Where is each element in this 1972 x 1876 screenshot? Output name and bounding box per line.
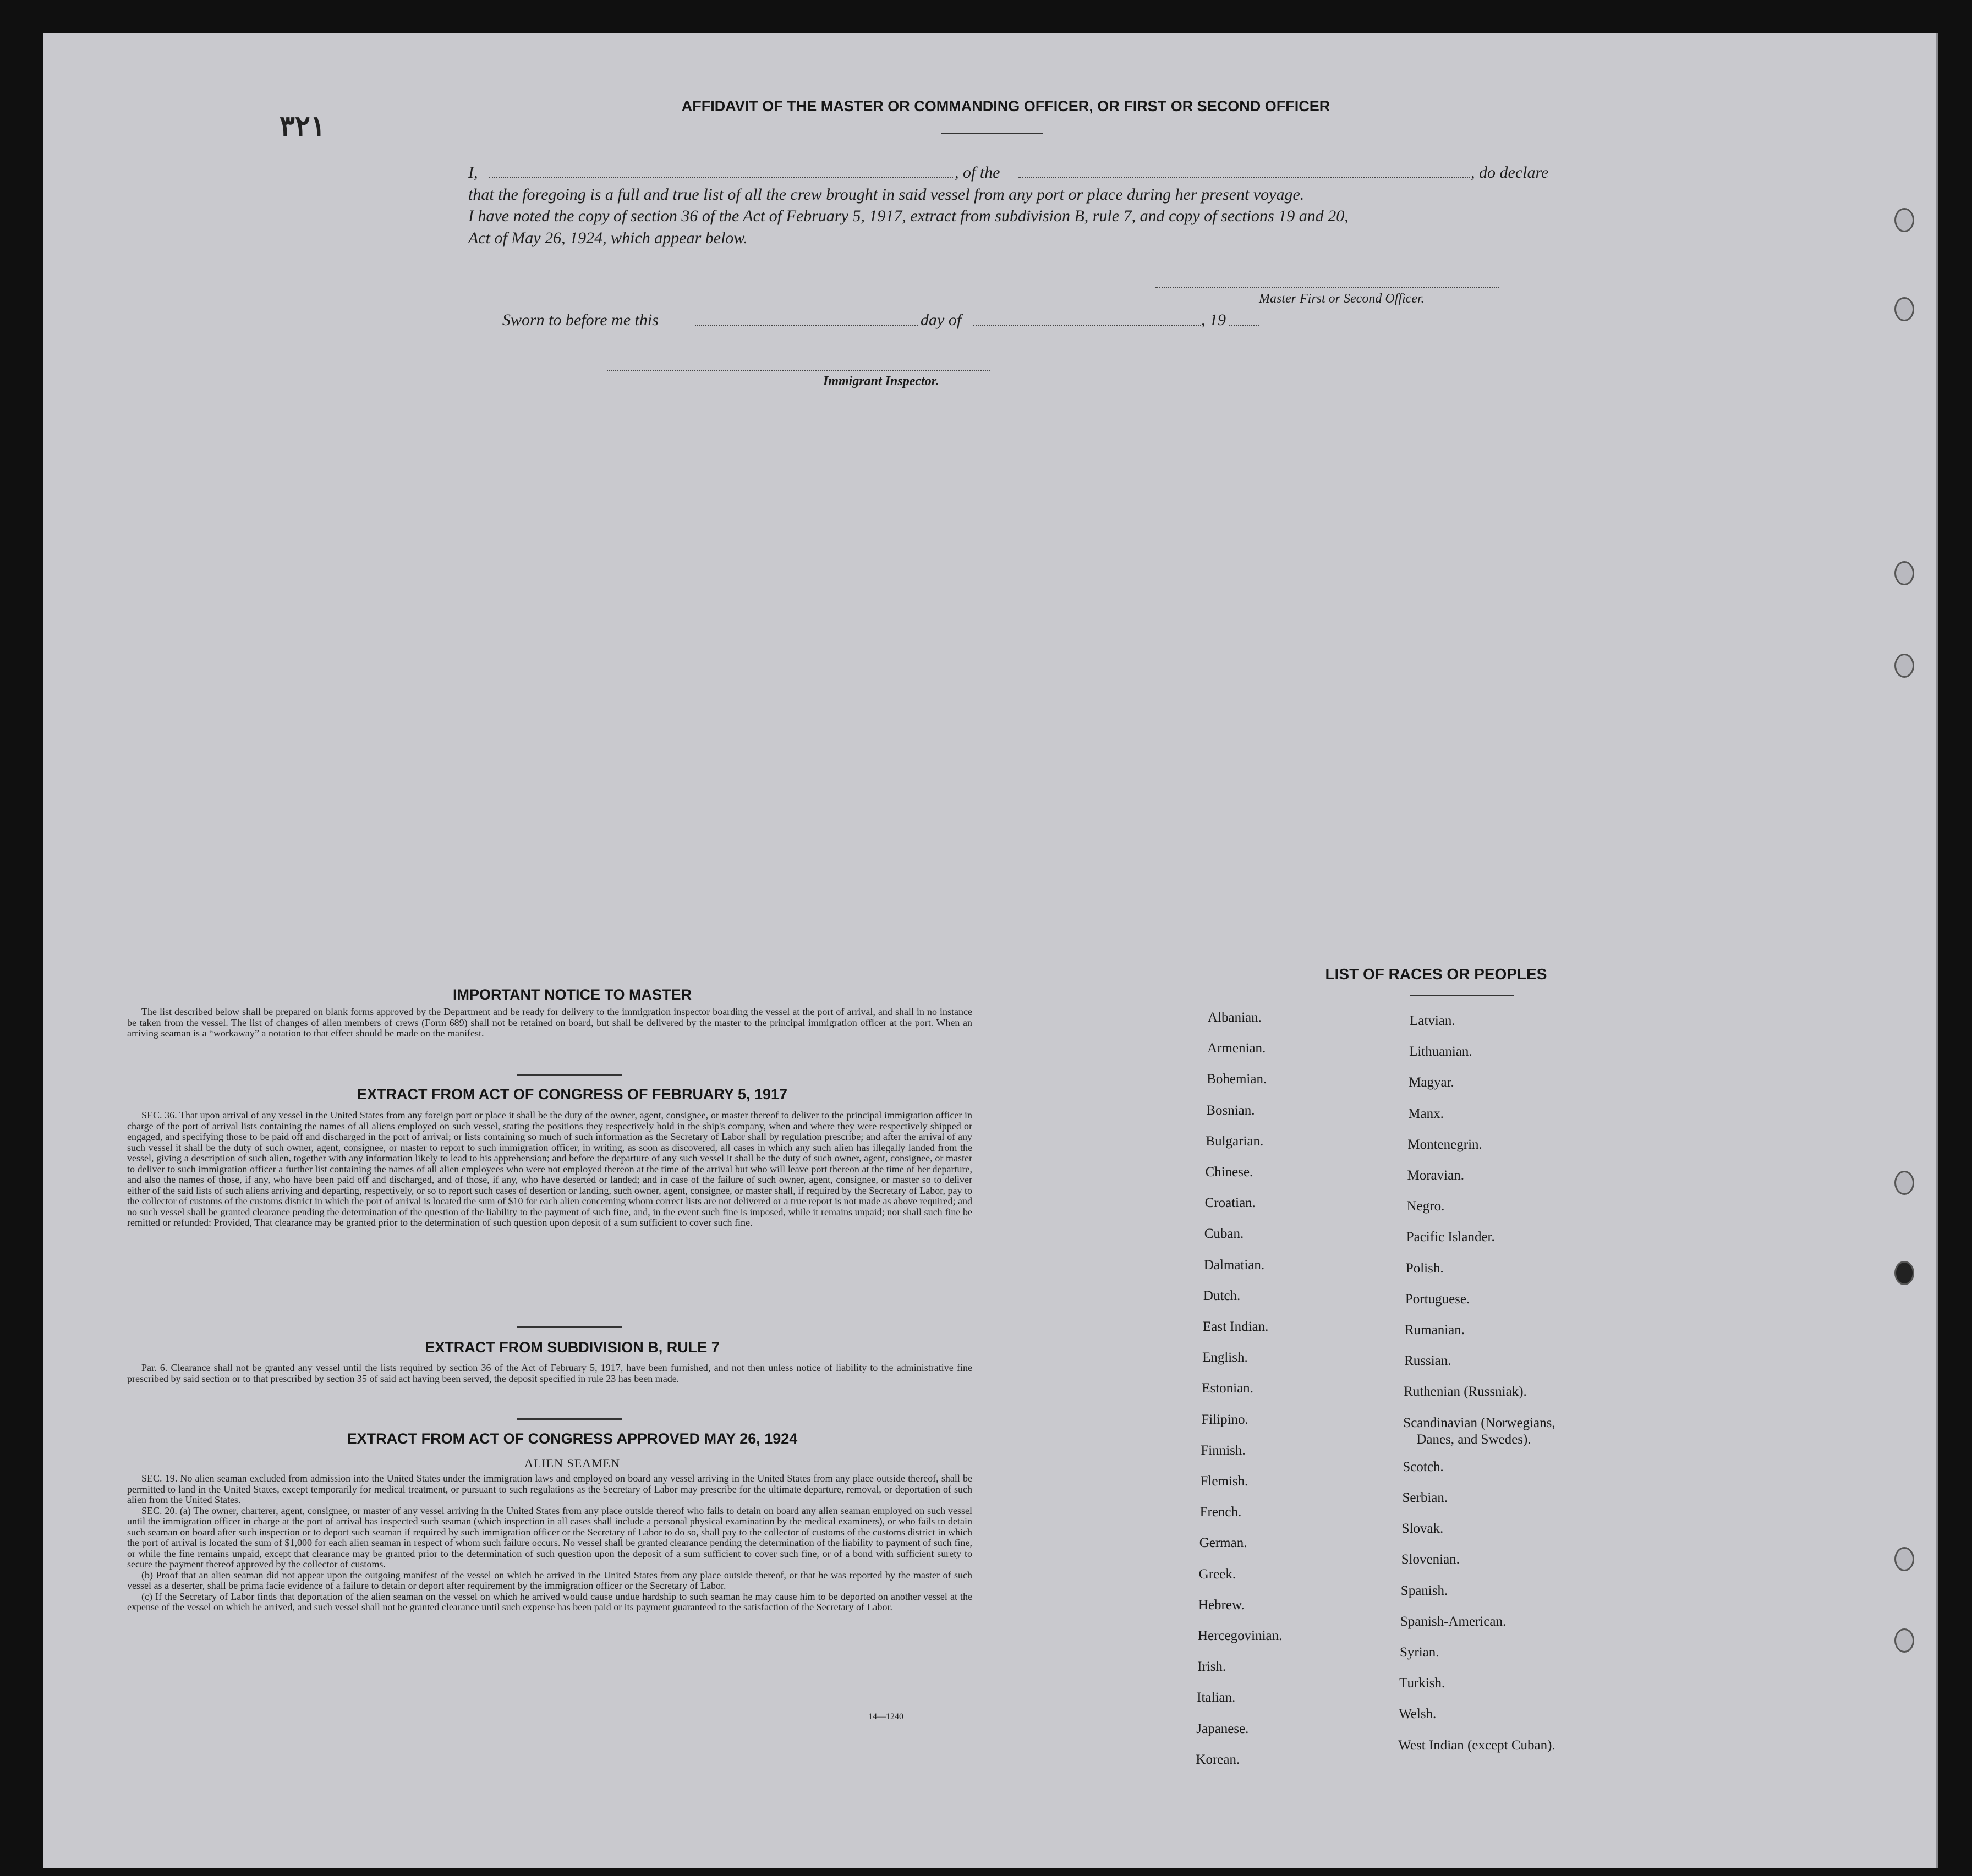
race-item-right: West Indian (except Cuban).	[1398, 1737, 1555, 1753]
extract-1924-sec20c: (c) If the Secretary of Labor finds that deportation of the alien seaman on the vessel on which he arrived would cause undue hardship to such seaman he may cause him to be deported on another vessel at the expense of the vessel on which he arrived, and such vessel shall not be granted clearance until such expense has been paid or its payment guaranteed to the satisfaction of the Secretary of Labor.	[127, 1590, 972, 1612]
affidavit-line1	[468, 163, 1565, 183]
race-item-right: Lithuanian.	[1409, 1044, 1472, 1060]
race-item-left: German.	[1199, 1535, 1247, 1551]
race-item-right: Rumanian.	[1405, 1323, 1465, 1337]
race-item-left: Japanese.	[1196, 1721, 1249, 1736]
race-item-left: Estonian.	[1202, 1381, 1253, 1396]
extract-rule7-title: EXTRACT FROM SUBDIVISION B, RULE 7	[425, 1339, 720, 1356]
race-item-left: Bohemian.	[1207, 1072, 1267, 1087]
affidavit-line4: Act of May 26, 1924, which appear below.	[468, 229, 748, 247]
extract-rule7-text-block	[127, 1363, 972, 1384]
races-title: LIST OF RACES OR PEOPLES	[1325, 966, 1547, 983]
race-item-right: Magyar.	[1409, 1075, 1454, 1090]
race-item-right: Portuguese.	[1405, 1291, 1470, 1307]
inspector-signature-field[interactable]	[607, 370, 990, 371]
race-item-left: Hebrew.	[1198, 1597, 1245, 1612]
extract-1917-title: EXTRACT FROM ACT OF CONGRESS OF FEBRUARY 5, 1917	[357, 1086, 788, 1102]
extract-1924-text-block	[127, 1473, 972, 1613]
race-item-right: Welsh.	[1399, 1707, 1437, 1722]
race-item-left: Finnish.	[1201, 1442, 1246, 1458]
affidavit-do-declare-label: , do declare	[1471, 163, 1549, 182]
race-item-left: Cuban.	[1204, 1226, 1244, 1242]
affidavit-title: AFFIDAVIT OF THE MASTER OR COMMANDING OFFICER, OR FIRST OR SECOND OFFICER	[681, 98, 1330, 114]
race-item-right: Slovenian.	[1401, 1552, 1460, 1567]
extract-rule7-text: Par. 6. Clearance shall not be granted any vessel until the lists required by section 36 of the Act of February 5, 1917, have been furnished, and not then unless notice of liability to the administrative fine prescribed by said section or to that prescribed by section 35 of said act having been served, the deposit specified in rule 23 has been made.	[127, 1362, 972, 1384]
race-item-left: East Indian.	[1203, 1319, 1269, 1334]
sworn-line	[502, 311, 1328, 333]
affidavit-line3: I have noted the copy of section 36 of the Act of February 5, 1917, extract from subdivision B, rule 7, and copy of sections 19 and 20,	[468, 207, 1349, 225]
extract-1924-sec19: SEC. 19. No alien seaman excluded from admission into the United States under the immigration laws and employed on board any vessel arriving in the United States from any place outside thereof, shall be permitted to land in the United States, except temporarily for medical treatment, or pursuant to such regulations as the Secretary of Labor may prescribe for the ultimate departure, removal, or deportation of such alien from the United States.	[127, 1473, 972, 1505]
race-item-right: Slovak.	[1401, 1521, 1444, 1537]
race-item-left: Bulgarian.	[1206, 1133, 1264, 1149]
binder-hole	[1894, 1547, 1914, 1571]
sworn-prefix: Sworn to before me this	[502, 311, 659, 329]
sworn-year-label: , 19	[1201, 311, 1226, 329]
officer-signature-field[interactable]	[1155, 287, 1499, 288]
race-item-left: Irish.	[1197, 1659, 1226, 1675]
race-item-right: Syrian.	[1400, 1645, 1439, 1660]
extract-1924-subtitle: ALIEN SEAMEN	[524, 1456, 620, 1470]
race-item-left: Armenian.	[1207, 1041, 1266, 1056]
affidavit-line2: that the foregoing is a full and true list of all the crew brought in said vessel from any port or place during her present voyage.	[468, 185, 1305, 204]
race-item-right: Spanish-American.	[1400, 1614, 1507, 1629]
race-item-left: French.	[1199, 1505, 1242, 1520]
notice-title: IMPORTANT NOTICE TO MASTER	[453, 986, 692, 1003]
affidavit-title-rule	[941, 133, 1043, 134]
inspector-caption: Immigrant Inspector.	[823, 374, 939, 388]
race-item-right: Latvian.	[1410, 1013, 1455, 1028]
race-item-right: Moravian.	[1407, 1168, 1464, 1183]
binder-hole	[1894, 561, 1914, 585]
race-item-left: Flemish.	[1200, 1474, 1248, 1489]
race-item-left: Albanian.	[1208, 1010, 1262, 1025]
race-item-right: Ruthenian (Russniak).	[1404, 1384, 1527, 1400]
notice-text-block	[127, 1007, 972, 1039]
race-item-right: Spanish.	[1400, 1583, 1448, 1598]
race-item-right: Pacific Islander.	[1406, 1230, 1495, 1245]
race-item-right: Manx.	[1408, 1106, 1444, 1121]
race-item-left: Italian.	[1197, 1690, 1236, 1705]
binder-hole	[1894, 1261, 1914, 1285]
form-number: 14—1240	[868, 1712, 903, 1721]
race-item-left: Hercegovinian.	[1198, 1628, 1283, 1643]
document-page	[43, 33, 1938, 1868]
race-item-left: Korean.	[1196, 1752, 1240, 1767]
handwritten-page-number: ٣٢١	[280, 111, 326, 142]
extract-rule7-divider	[517, 1418, 622, 1420]
race-item-right: Danes, and Swedes).	[1416, 1431, 1531, 1447]
extract-1924-sec20b: (b) Proof that an alien seaman did not appear upon the outgoing manifest of the vessel on which he arrived in the United States from any place outside thereof, or that he was reported by the master of such vessel as a deserter, shall be prima facie evidence of a failure to detain or deport after requirement by the immigration officer or the Secretary of Labor.	[127, 1569, 972, 1591]
race-item-right: Scandinavian (Norwegians,	[1403, 1415, 1555, 1430]
race-item-right: Montenegrin.	[1407, 1137, 1482, 1152]
vessel-name-field[interactable]	[1018, 177, 1470, 178]
races-title-rule	[1410, 995, 1514, 996]
race-item-left: Dutch.	[1203, 1288, 1241, 1303]
affidavit-i-label: I,	[468, 163, 478, 182]
binder-hole	[1894, 654, 1914, 678]
binder-hole	[1894, 1628, 1914, 1653]
race-item-left: Filipino.	[1201, 1412, 1248, 1427]
officer-signature-caption: Master First or Second Officer.	[1259, 292, 1425, 306]
race-item-left: Chinese.	[1205, 1165, 1253, 1180]
sworn-year-field[interactable]	[1229, 325, 1259, 326]
sworn-day-field[interactable]	[695, 325, 918, 326]
affidavit-of-the-label: , of the	[955, 163, 1000, 182]
race-item-right: Turkish.	[1399, 1676, 1445, 1691]
race-item-right: Serbian.	[1402, 1490, 1448, 1505]
binder-hole	[1894, 208, 1914, 232]
binder-hole	[1894, 297, 1914, 321]
sworn-month-field[interactable]	[973, 325, 1201, 326]
race-item-right: Polish.	[1405, 1260, 1444, 1276]
race-item-right: Negro.	[1406, 1199, 1445, 1214]
race-item-left: Bosnian.	[1206, 1102, 1255, 1118]
race-item-left: Dalmatian.	[1203, 1257, 1265, 1272]
race-item-left: Greek.	[1198, 1566, 1236, 1582]
notice-divider	[517, 1074, 622, 1076]
binder-hole	[1894, 1171, 1914, 1195]
extract-1924-sec20a: SEC. 20. (a) The owner, charterer, agent, consignee, or master of any vessel arriving in the United States from any place outside thereof who fails to detain on board any alien seaman employed on such vessel until the immigration officer in charge at the port of arrival has inspected such seaman (which inspection in all cases shall include a personal physical examination by the medical examiners), or who fails to detain such seaman on board after such inspection or to deport such seaman if required by such immigration officer or the Secretary of Labor to do so, shall pay to the collector of customs of the customs district in which the port of arrival is located the sum of $1,000 for each alien seaman in respect of whom such failure occurs. No vessel shall be granted clearance pending the determination of the liability to payment of such fine, or while the fine remains unpaid, except that clearance may be granted prior to the determination of such question upon the deposit of a sum sufficient to cover such fine, or of a bond with sufficient surety to secure the payment thereof approved by the collector of customs.	[127, 1505, 972, 1570]
master-name-field[interactable]	[489, 177, 953, 178]
race-item-left: Croatian.	[1204, 1195, 1256, 1211]
extract-1924-title: EXTRACT FROM ACT OF CONGRESS APPROVED MAY 26, 1924	[347, 1430, 798, 1447]
race-item-right: Scotch.	[1403, 1459, 1444, 1474]
notice-text: The list described below shall be prepared on blank forms approved by the Department and be ready for delivery to the immigration inspector boarding the vessel at the port of arrival, and shall in no instance be taken from the vessel. The list of changes of alien members of crews (Form 689) shall not be retained on board, but shall be delivered by the master to the principal immigration officer at the port. When an arriving seaman is a “workaway” a notation to that effect should be made on the manifest.	[127, 1006, 972, 1039]
extract-1917-text-block	[127, 1110, 972, 1228]
race-item-left: English.	[1202, 1350, 1248, 1365]
sworn-day-of-label: day of	[921, 311, 962, 329]
extract-1917-divider	[517, 1326, 622, 1328]
extract-1917-text: SEC. 36. That upon arrival of any vessel in the United States from any foreign port or place it shall be the duty of the owner, agent, consignee, or master thereof to deliver to the principal immigration officer in charge of the port of arrival lists containing the names of all aliens employed on such vessel, stating the positions they respectively hold in the ship's company, when and where they were respectively shipped or engaged, and specifying those to be paid off and discharged in the port of arrival; or lists containing so much of such information as the Secretary of Labor shall by regulation prescribe; and after the arrival of any such vessel it shall be the duty of such owner, agent, consignee, or master to report to such immigration officer, in writing, as soon as discovered, all cases in which any such alien has illegally landed from the vessel, giving a description of such alien, together with any information likely to lead to his apprehension; and before the departure of any such vessel it shall be the duty of such owner, agent, consignee, or master to deliver to such immigration officer a further list containing the names of all alien employees who were not employed thereon at the time of the arrival but who will leave port thereon at the time of her departure, and also the names of those, if any, who have been paid off and discharged, and of those, if any, who have deserted or landed; and in case of the failure of such owner, agent, consignee, or master so to deliver either of the said lists of such aliens arriving and departing, respectively, or so to report such cases of desertion or landing, such owner, agent, consignee, or master shall, if required by the Secretary of Labor, pay to the collector of customs of the customs district in which the port of arrival is located the sum of $10 for each alien concerning whom correct lists are not delivered or a true report is not made as above required; and no such vessel shall be granted clearance pending the determination of the question of the liability to the payment of such fine, and, in the event such fine is imposed, while it remains unpaid; nor shall such fine be remitted or refunded: Provided, That clearance may be granted prior to the determination of such question upon deposit of a sum sufficient to cover such fine.	[127, 1110, 972, 1228]
race-item-right: Russian.	[1404, 1353, 1451, 1369]
